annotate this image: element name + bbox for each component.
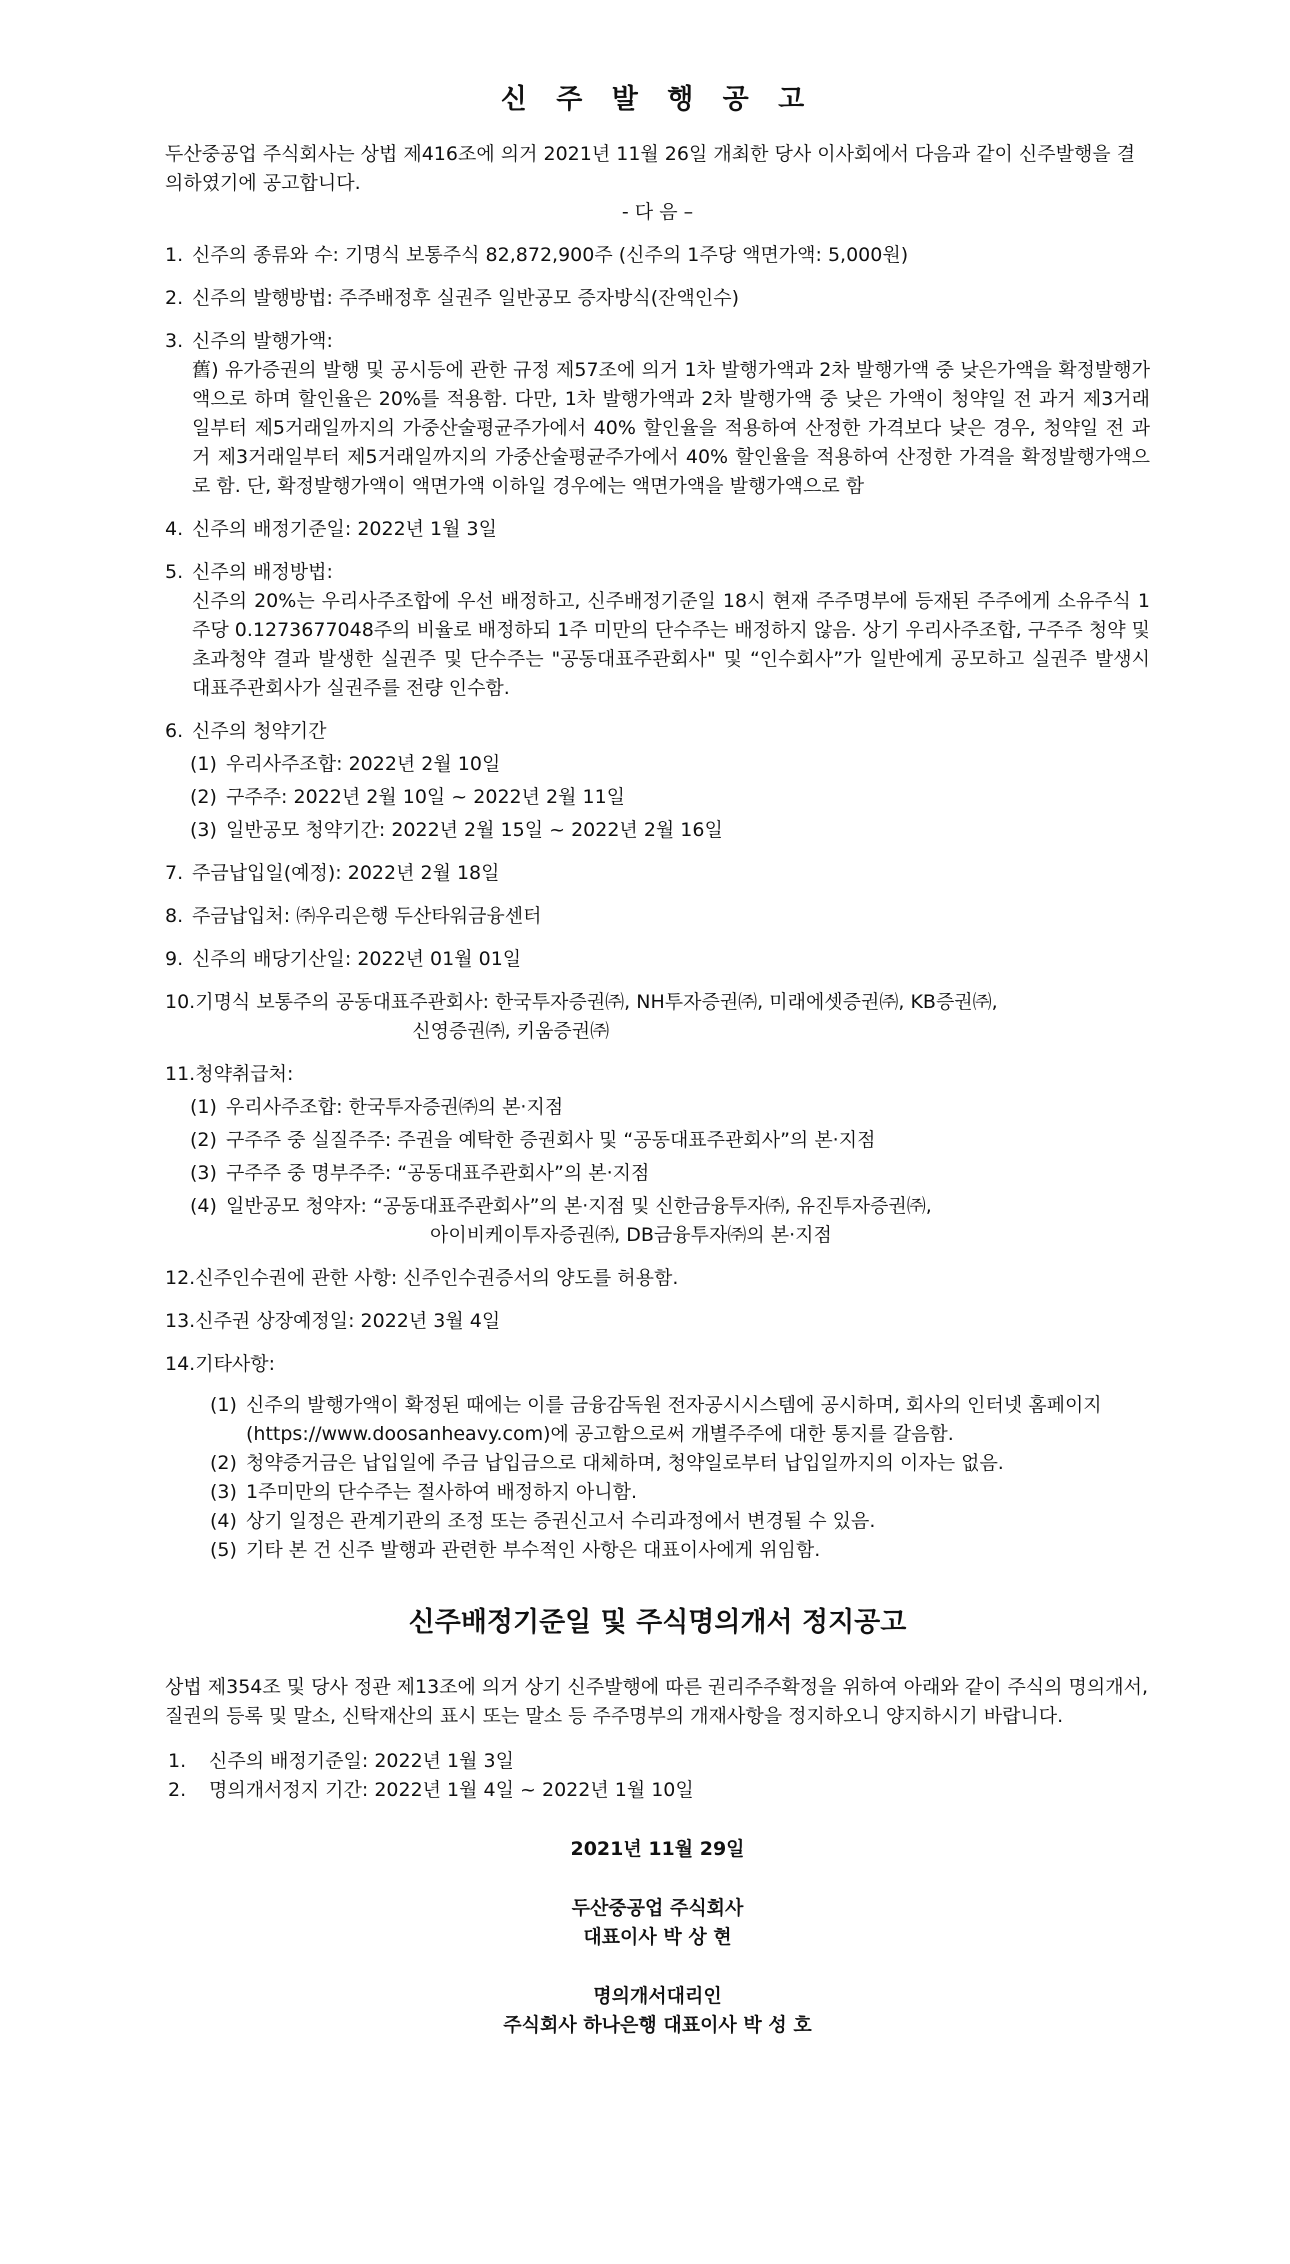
list-item xyxy=(165,717,1150,746)
sub-text: 우리사주조합: 한국투자증권㈜의 본·지점 xyxy=(226,1096,564,1118)
item-number: 5. xyxy=(165,561,184,583)
sub-item xyxy=(165,1192,1150,1250)
sub-text: 일반공모 청약자: “공동대표주관회사”의 본·지점 및 신한금융투자㈜, 유진투자증권㈜, xyxy=(226,1195,932,1217)
notice-item xyxy=(165,1747,1150,1776)
item-detail: 舊) 유가증권의 발행 및 공시등에 관한 규정 제57조에 의거 1차 발행가액과 2차 발행가액 중 낮은가액을 확정발행가액으로 하며 할인율은 20%를 적용함. 다만, 1차 발행가액과 2차 발행가액 중 낮은 가액이 청약일 전 과거 제3거래일부터 제5거래일까지의 가중산술평균주가에서 40% 할인율을 적용하여 산정한 가격보다 낮은 경우, 청약일 전 과거 제3거래일부터 제5거래일까지의 가중산술평균주가에서 40% 할인율을 적용하여 산정한 가격을 확정발행가액으로 함. 단, 확정발행가액이 액면가액 이하일 경우에는 액면가액을 발행가액으로 함 xyxy=(192,359,1150,497)
item-number: 1. xyxy=(168,1750,187,1772)
sub-number: (2) xyxy=(190,786,217,808)
company-name: 두산중공업 주식회사 xyxy=(571,1897,744,1919)
intro-paragraph: 두산중공업 주식회사는 상법 제416조에 의거 2021년 11월 26일 개최한 당사 이사회에서 다음과 같이 신주발행을 결의하였기에 공고합니다. xyxy=(165,143,1136,194)
list-item xyxy=(165,327,1150,501)
list-item xyxy=(165,1350,1150,1379)
sub-item xyxy=(165,1159,1150,1188)
sub-text: 일반공모 청약기간: 2022년 2월 15일 ~ 2022년 2월 16일 xyxy=(226,819,723,841)
sub-number: (4) xyxy=(190,1195,217,1217)
sub-text: 구주주 중 명부주주: “공동대표주관회사”의 본·지점 xyxy=(226,1162,650,1184)
notice-list xyxy=(165,1747,1150,1805)
item-number: 3. xyxy=(165,330,184,352)
item-number: 1. xyxy=(165,244,184,266)
item-text: 신주의 배정방법: xyxy=(192,561,333,583)
sub-number: (2) xyxy=(210,1452,237,1474)
ceo-name: 대표이사 박 상 현 xyxy=(583,1926,732,1948)
item-text: 기타사항: xyxy=(195,1353,276,1375)
item-number: 14. xyxy=(165,1353,196,1375)
sub-item xyxy=(165,750,1150,779)
sub-text: 상기 일정은 관계기관의 조정 또는 증권신고서 수리과정에서 변경될 수 있음. xyxy=(246,1510,876,1532)
sub-text: 신주의 발행가액이 확정된 때에는 이를 금융감독원 전자공시시스템에 공시하며, 회사의 인터넷 홈페이지(https://www.doosanheavy.com)에 공고함으로써 개별주주에 대한 통지를 갈음함. xyxy=(246,1394,1102,1445)
sub-text: 구주주 중 실질주주: 주권을 예탁한 증권회사 및 “공동대표주관회사”의 본·지점 xyxy=(226,1129,876,1151)
notice-item xyxy=(165,1776,1150,1805)
notice-intro: 상법 제354조 및 당사 정관 제13조에 의거 상기 신주발행에 따른 권리주주확정을 위하여 아래와 같이 주식의 명의개서, 질권의 등록 및 말소, 신탁재산의 표시 또는 말소 등 주주명부의 개재사항을 정지하오니 양지하시기 바랍니다. xyxy=(165,1676,1149,1727)
item-continuation: 신영증권㈜, 키움증권㈜ xyxy=(412,1020,610,1042)
sub-text: 우리사주조합: 2022년 2월 10일 xyxy=(226,753,501,775)
list-item xyxy=(165,1307,1150,1336)
list-item xyxy=(165,284,1150,313)
item-number: 7. xyxy=(165,862,184,884)
sub-item xyxy=(165,783,1150,812)
item-text: 신주의 배정기준일: 2022년 1월 3일 xyxy=(209,1750,514,1772)
list-item xyxy=(165,1060,1150,1089)
item-number: 2. xyxy=(168,1779,187,1801)
list-item xyxy=(165,515,1150,544)
sub-continuation: 아이비케이투자증권㈜, DB금융투자㈜의 본·지점 xyxy=(430,1224,832,1246)
sub-number: (2) xyxy=(190,1129,217,1151)
item-text: 신주의 발행방법: 주주배정후 실권주 일반공모 증자방식(잔액인수) xyxy=(192,287,739,309)
item-number: 6. xyxy=(165,720,184,742)
other-matters-list xyxy=(165,1391,1150,1565)
item-text: 신주의 종류와 수: 기명식 보통주식 82,872,900주 (신주의 1주당 액면가액: 5,000원) xyxy=(192,244,909,266)
sub-number: (1) xyxy=(190,753,217,775)
sub-number: (3) xyxy=(190,819,217,841)
other-matter-item xyxy=(210,1391,1150,1449)
other-matter-item xyxy=(210,1478,1150,1507)
item-number: 8. xyxy=(165,905,184,927)
item-number: 9. xyxy=(165,948,184,970)
sub-text: 1주미만의 단수주는 절사하여 배정하지 아니함. xyxy=(246,1481,638,1503)
sub-number: (3) xyxy=(190,1162,217,1184)
list-item xyxy=(165,945,1150,974)
item-text: 신주의 배정기준일: 2022년 1월 3일 xyxy=(192,518,497,540)
other-matter-item xyxy=(210,1449,1150,1478)
item-text: 신주의 청약기간 xyxy=(192,720,327,742)
item-text: 기명식 보통주의 공동대표주관회사: 한국투자증권㈜, NH투자증권㈜, 미래에셋증권㈜, KB증권㈜, xyxy=(195,991,998,1013)
item-text: 명의개서정지 기간: 2022년 1월 4일 ~ 2022년 1월 10일 xyxy=(209,1779,694,1801)
list-item xyxy=(165,1264,1150,1293)
other-matter-item xyxy=(210,1507,1150,1536)
item-detail: 신주의 20%는 우리사주조합에 우선 배정하고, 신주배정기준일 18시 현재 주주명부에 등재된 주주에게 소유주식 1주당 0.1273677048주의 비율로 배정하되 1주 미만의 단수주는 배정하지 않음. 상기 우리사주조합, 구주주 청약 및 초과청약 결과 발생한 실권주 및 단수주는 "공동대표주관회사" 및 “인수회사”가 일반에게 공모하고 실권주 발생시 대표주관회사가 실권주를 전량 인수함. xyxy=(192,590,1150,699)
sub-number: (4) xyxy=(210,1510,237,1532)
item-text: 신주의 발행가액: xyxy=(192,330,333,352)
notice-date: 2021년 11월 29일 xyxy=(570,1838,745,1860)
item-text: 주금납입처: ㈜우리은행 두산타워금융센터 xyxy=(192,905,542,927)
list-item xyxy=(165,902,1150,931)
sub-text: 구주주: 2022년 2월 10일 ~ 2022년 2월 11일 xyxy=(226,786,626,808)
sub-number: (1) xyxy=(190,1096,217,1118)
sub-item xyxy=(165,1093,1150,1122)
registrar-name: 주식회사 하나은행 대표이사 박 성 호 xyxy=(503,2014,812,2036)
notice-title: 신주배정기준일 및 주식명의개서 정지공고 xyxy=(408,1607,907,1638)
separator-text: - 다 음 – xyxy=(621,201,694,223)
item-number: 12. xyxy=(165,1267,196,1289)
item-number: 11. xyxy=(165,1063,196,1085)
item-text: 청약취급처: xyxy=(195,1063,294,1085)
sub-item xyxy=(165,1126,1150,1155)
item-number: 2. xyxy=(165,287,184,309)
sub-item xyxy=(165,816,1150,845)
item-text: 신주인수권에 관한 사항: 신주인수권증서의 양도를 허용함. xyxy=(195,1267,679,1289)
item-text: 신주권 상장예정일: 2022년 3월 4일 xyxy=(195,1310,501,1332)
list-item xyxy=(165,241,1150,270)
sub-number: (5) xyxy=(210,1539,237,1561)
registrar-title: 명의개서대리인 xyxy=(593,1985,722,2007)
list-item xyxy=(165,859,1150,888)
other-matter-item xyxy=(210,1536,1150,1565)
item-number: 4. xyxy=(165,518,184,540)
list-item xyxy=(165,558,1150,703)
item-number: 13. xyxy=(165,1310,196,1332)
sub-number: (1) xyxy=(210,1394,237,1416)
sub-text: 청약증거금은 납입일에 주금 납입금으로 대체하며, 청약일로부터 납입일까지의 이자는 없음. xyxy=(246,1452,1004,1474)
item-text: 주금납입일(예정): 2022년 2월 18일 xyxy=(192,862,500,884)
sub-number: (3) xyxy=(210,1481,237,1503)
item-text: 신주의 배당기산일: 2022년 01월 01일 xyxy=(192,948,522,970)
item-number: 10. xyxy=(165,991,196,1013)
document-page xyxy=(165,80,1150,2040)
page-title: 신 주 발 행 공 고 xyxy=(500,84,815,115)
sub-text: 기타 본 건 신주 발행과 관련한 부수적인 사항은 대표이사에게 위임함. xyxy=(246,1539,821,1561)
list-item xyxy=(165,988,1150,1046)
